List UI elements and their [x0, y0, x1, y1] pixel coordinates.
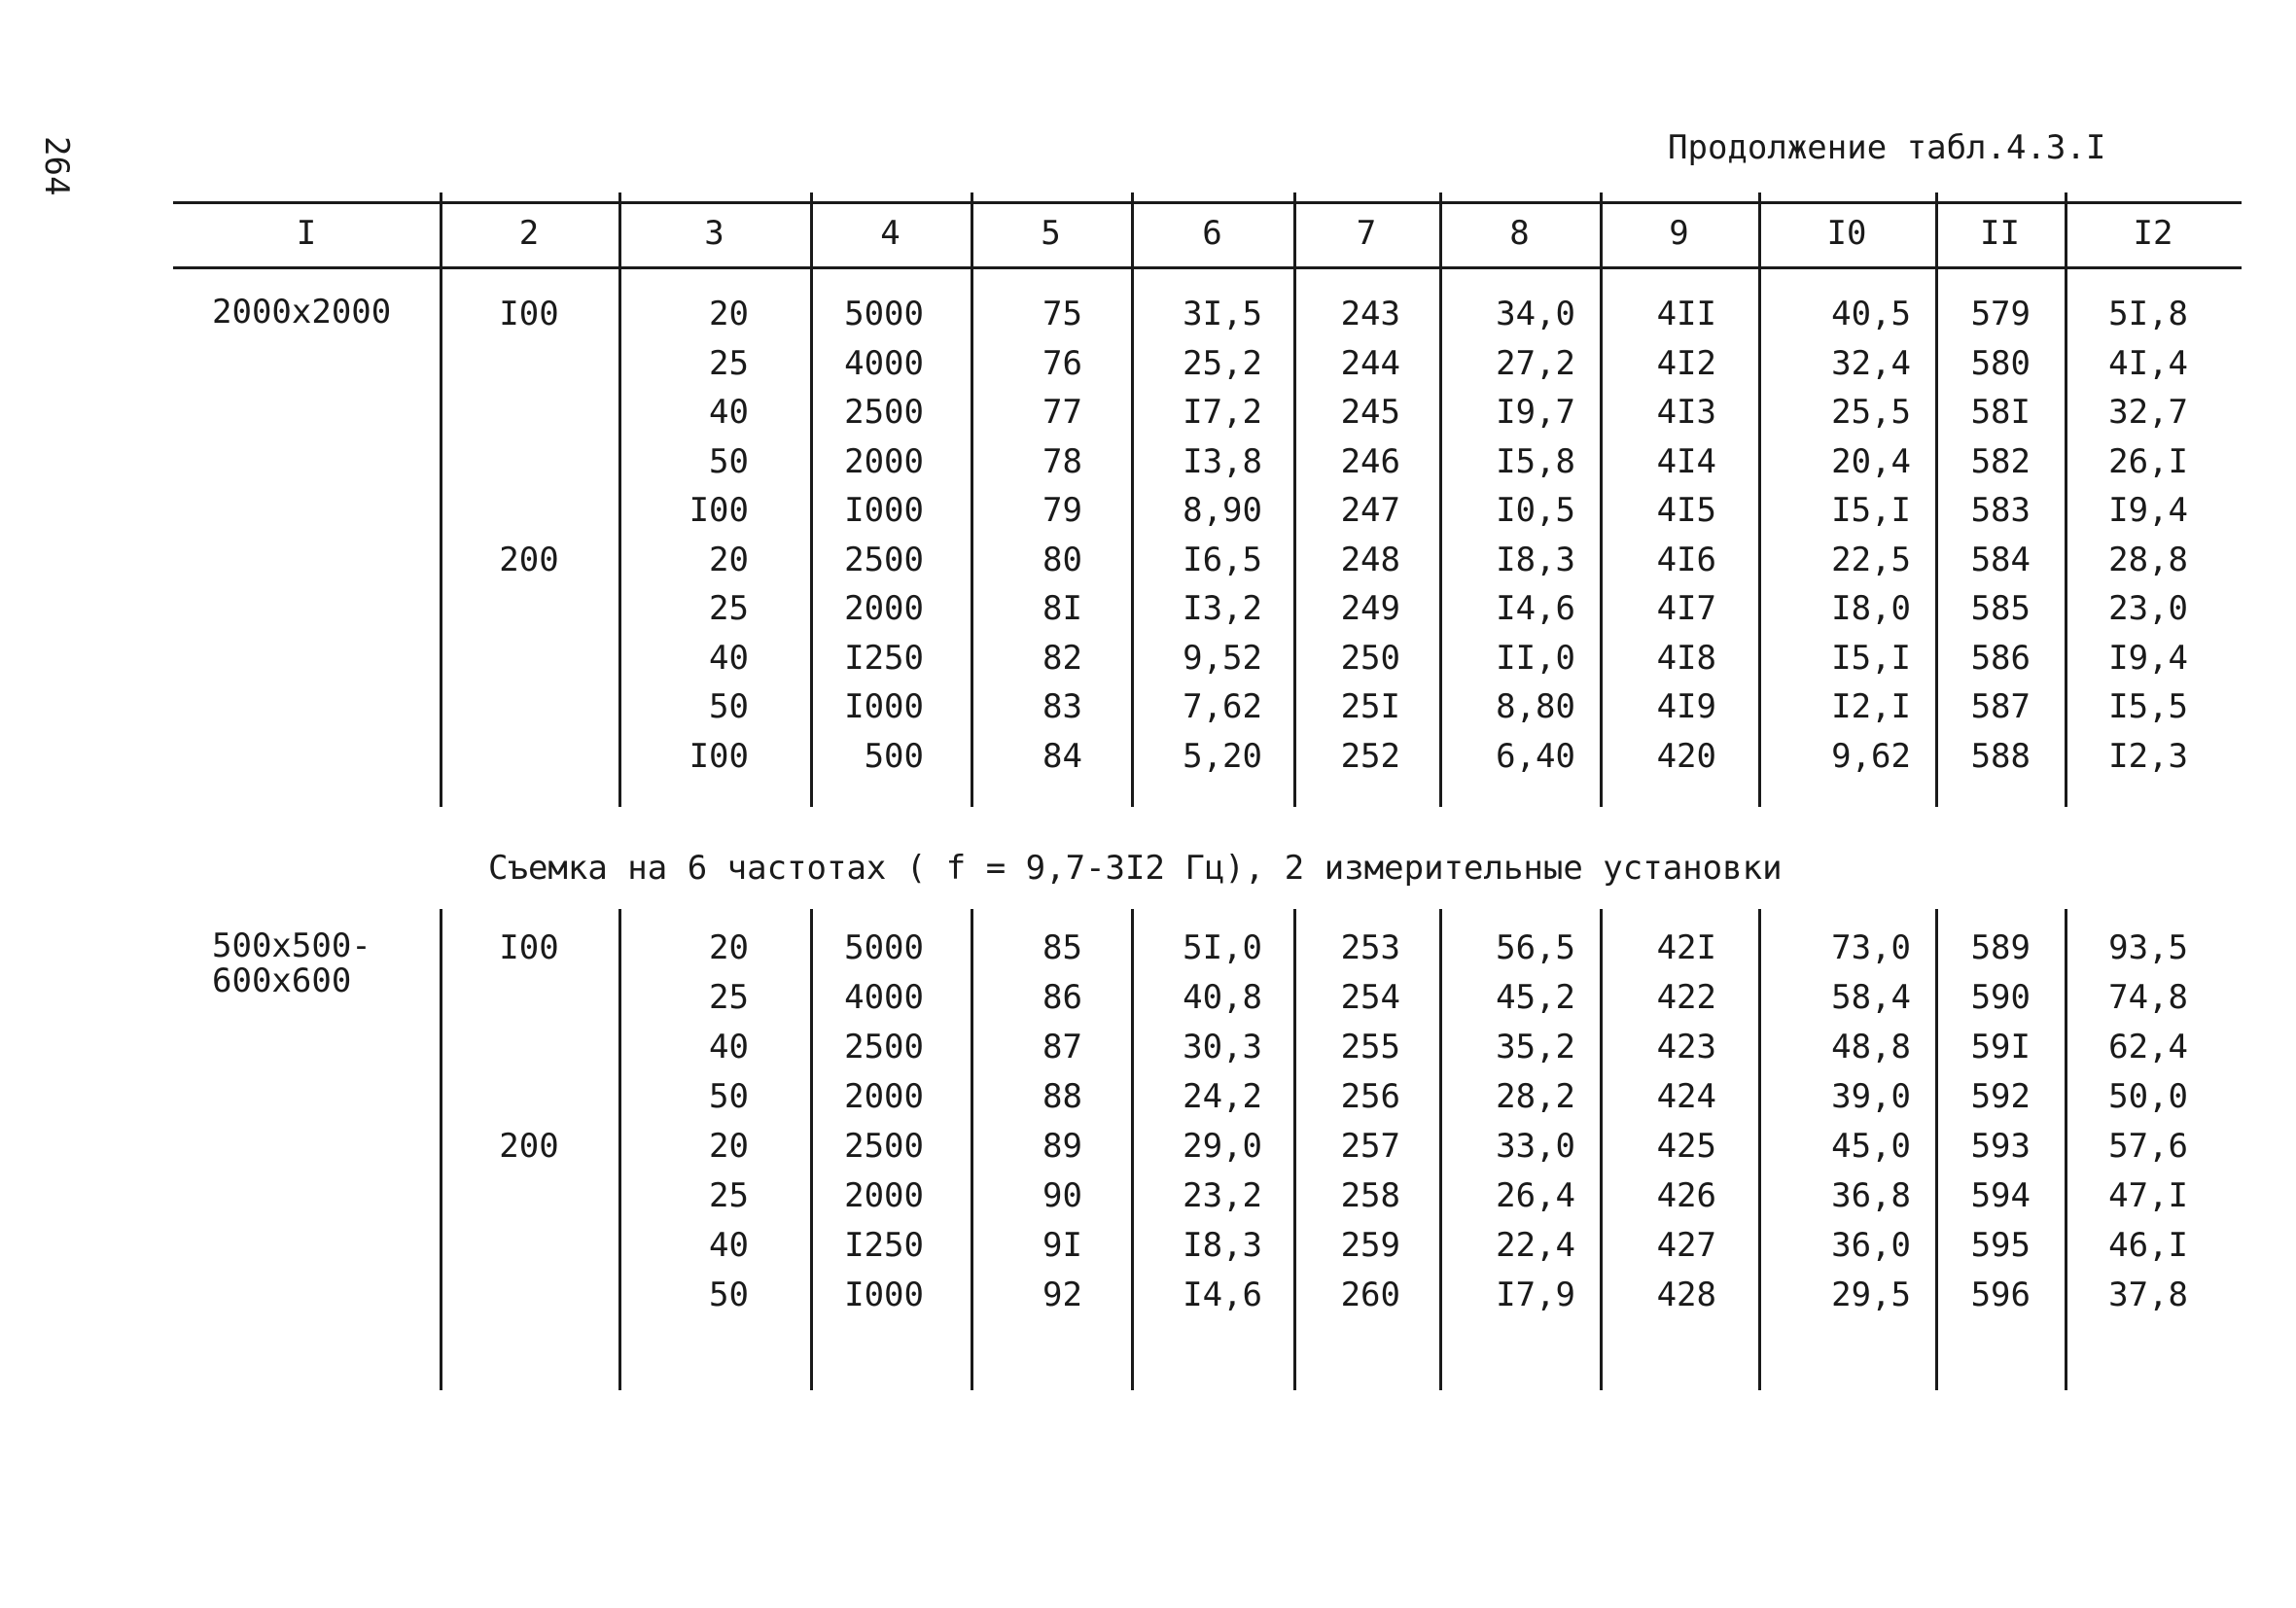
table-cell: 57,6	[2108, 1127, 2188, 1166]
table-cell: 2500	[844, 393, 924, 432]
table-cell: 2000	[844, 1077, 924, 1116]
table-cell: 247	[1340, 491, 1400, 530]
table-cell: 4I5	[1656, 491, 1716, 530]
table-cell: 5000	[844, 928, 924, 967]
table-cell: 22,5	[1831, 540, 1911, 579]
table-cell: 424	[1656, 1077, 1716, 1116]
table-cell: 35,2	[1496, 1028, 1575, 1066]
table-cell: 29,0	[1183, 1127, 1262, 1166]
table-cell: 32,7	[2108, 393, 2188, 432]
table-cell: 580	[1970, 343, 2031, 383]
table-cell: 78	[1042, 441, 1082, 481]
table-cell: I4,6	[1183, 1276, 1262, 1314]
section-title: Съемка на 6 частотах ( f = 9,7-3I2 Гц), 2 измерительные установки	[488, 849, 1783, 888]
table-cell: 86	[1042, 978, 1082, 1017]
table-cell: 47,I	[2108, 1176, 2188, 1215]
table-cell: 258	[1340, 1176, 1400, 1215]
table-cell: 79	[1042, 491, 1082, 530]
table-cell: 42I	[1656, 928, 1716, 967]
table-cell: 5I,0	[1183, 928, 1262, 967]
table-cell: I250	[844, 638, 924, 678]
table-cell: 4II	[1656, 295, 1716, 333]
table-cell: 50,0	[2108, 1077, 2188, 1116]
table-cell: 24,2	[1183, 1077, 1262, 1116]
table-cell: 36,8	[1831, 1176, 1911, 1215]
table-cell: 87	[1042, 1028, 1082, 1066]
table-cell: 594	[1970, 1176, 2031, 1215]
table-cell: 84	[1042, 736, 1082, 776]
table-cell: 8,90	[1183, 491, 1262, 530]
table-cell: I8,3	[1496, 540, 1575, 579]
column-header: 8	[1509, 214, 1530, 253]
table-cell: 8I	[1042, 589, 1082, 628]
column-header: 3	[704, 214, 724, 253]
table-cell: I2,I	[1831, 687, 1911, 726]
table-cell: 9,62	[1831, 736, 1911, 776]
table-cell: 40	[709, 1226, 749, 1265]
table-cell: 26,4	[1496, 1176, 1575, 1215]
table-cell: 250	[1340, 638, 1400, 678]
table-cell: 88	[1042, 1077, 1082, 1116]
table-cell: 50	[709, 1276, 749, 1314]
table-cell: 4I4	[1656, 441, 1716, 481]
table-cell: 4I9	[1656, 687, 1716, 726]
table-cell: 80	[1042, 540, 1082, 579]
table-cell: 75	[1042, 295, 1082, 333]
table-cell: 39,0	[1831, 1077, 1911, 1116]
table-cell: 77	[1042, 393, 1082, 432]
table-cell: 427	[1656, 1226, 1716, 1265]
column-header: II	[1980, 214, 2020, 253]
table-cell: 7,62	[1183, 687, 1262, 726]
table-cell: 22,4	[1496, 1226, 1575, 1265]
column-header: 5	[1041, 214, 1061, 253]
table-cell: 25	[709, 589, 749, 628]
table-cell: 27,2	[1496, 343, 1575, 383]
table-cell: I3,8	[1183, 441, 1262, 481]
table-cell: I5,I	[1831, 638, 1911, 678]
table-cell: 40,8	[1183, 978, 1262, 1017]
table-cell: 83	[1042, 687, 1082, 726]
table-cell: 9,52	[1183, 638, 1262, 678]
table-cell: 592	[1970, 1077, 2031, 1116]
table-cell: 62,4	[2108, 1028, 2188, 1066]
table-cell: 40	[709, 638, 749, 678]
table-cell: 36,0	[1831, 1226, 1911, 1265]
table-cell: 8,80	[1496, 687, 1575, 726]
table-cell: 587	[1970, 687, 2031, 726]
table-cell: 20,4	[1831, 441, 1911, 481]
table-cell: 2500	[844, 1127, 924, 1166]
table-cell: 254	[1340, 978, 1400, 1017]
table-cell: 74,8	[2108, 978, 2188, 1017]
table-cell: 85	[1042, 928, 1082, 967]
column-header: I2	[2133, 214, 2173, 253]
table-cell: 25	[709, 978, 749, 1017]
table-cell: 50	[709, 687, 749, 726]
table-cell: 420	[1656, 736, 1716, 776]
page-number: 264	[37, 136, 76, 196]
table-cell: 58I	[1970, 393, 2031, 432]
table-cell: 243	[1340, 295, 1400, 333]
table-cell: I9,7	[1496, 393, 1575, 432]
table-cell: 255	[1340, 1028, 1400, 1066]
table-cell: 23,0	[2108, 589, 2188, 628]
table-cell: I000	[844, 491, 924, 530]
table-cell: 595	[1970, 1226, 2031, 1265]
table-cell: 40	[709, 393, 749, 432]
table-cell: I2,3	[2108, 736, 2188, 776]
table-cell: 256	[1340, 1077, 1400, 1116]
table-cell: 4I6	[1656, 540, 1716, 579]
table-cell: 583	[1970, 491, 2031, 530]
table-cell: 50	[709, 441, 749, 481]
table-cell: 5I,8	[2108, 295, 2188, 333]
table-cell: 4I3	[1656, 393, 1716, 432]
table-cell: 33,0	[1496, 1127, 1575, 1166]
table-cell: 423	[1656, 1028, 1716, 1066]
table-cell: 245	[1340, 393, 1400, 432]
table-cell: I5,5	[2108, 687, 2188, 726]
table-cell: I000	[844, 687, 924, 726]
table-cell: 40	[709, 1028, 749, 1066]
table-cell: 25	[709, 343, 749, 383]
table-cell: 252	[1340, 736, 1400, 776]
column-header: I	[296, 214, 317, 253]
dimension-label: 2000x2000	[212, 293, 392, 332]
column-header: 6	[1202, 214, 1222, 253]
table-cell: 425	[1656, 1127, 1716, 1166]
table-cell: I250	[844, 1226, 924, 1265]
table-cell: 59I	[1970, 1028, 2031, 1066]
table-cell: 45,2	[1496, 978, 1575, 1017]
table-cell: 90	[1042, 1176, 1082, 1215]
column-header: 2	[518, 214, 540, 253]
table-cell: 582	[1970, 441, 2031, 481]
table-cell: 58,4	[1831, 978, 1911, 1017]
table-cell: I7,9	[1496, 1276, 1575, 1314]
table-cell: I4,6	[1496, 589, 1575, 628]
table-cell: 32,4	[1831, 343, 1911, 383]
table-cell: I00	[689, 491, 749, 530]
table-cell: 590	[1970, 978, 2031, 1017]
table-cell: 25I	[1340, 687, 1400, 726]
table-cell: 3I,5	[1183, 295, 1262, 333]
table-cell: 257	[1340, 1127, 1400, 1166]
table-cell: 4I8	[1656, 638, 1716, 678]
table-cell: 46,I	[2108, 1226, 2188, 1265]
table-cell: 92	[1042, 1276, 1082, 1314]
dimension-label: 500x500- 600x600	[212, 926, 371, 1000]
table-cell: 20	[709, 540, 749, 579]
table-cell: 34,0	[1496, 295, 1575, 333]
column-divider	[440, 192, 442, 807]
table-cell: 584	[1970, 540, 2031, 579]
column-header: I0	[1826, 214, 1867, 253]
table-cell: I00	[689, 736, 749, 776]
group-label: I00	[499, 295, 559, 333]
table-cell: 593	[1970, 1127, 2031, 1166]
table-cell: I9,4	[2108, 638, 2188, 678]
table-cell: 428	[1656, 1276, 1716, 1314]
table-cell: 6,40	[1496, 736, 1575, 776]
table-cell: 259	[1340, 1226, 1400, 1265]
table-cell: 93,5	[2108, 928, 2188, 967]
table-cell: 4000	[844, 978, 924, 1017]
table-cell: 246	[1340, 441, 1400, 481]
table-cell: 20	[709, 928, 749, 967]
table-cell: 25,2	[1183, 343, 1262, 383]
group-label: 200	[499, 540, 559, 579]
table-cell: 40,5	[1831, 295, 1911, 333]
table-cell: 244	[1340, 343, 1400, 383]
table-cell: 426	[1656, 1176, 1716, 1215]
table-cell: 45,0	[1831, 1127, 1911, 1166]
table-cell: 50	[709, 1077, 749, 1116]
table-cell: I9,4	[2108, 491, 2188, 530]
table-cell: 2000	[844, 1176, 924, 1215]
table-cell: 29,5	[1831, 1276, 1911, 1314]
table-cell: 586	[1970, 638, 2031, 678]
table-cell: 25	[709, 1176, 749, 1215]
table-cell: 89	[1042, 1127, 1082, 1166]
table-cell: 2500	[844, 1028, 924, 1066]
table-cell: 588	[1970, 736, 2031, 776]
table-cell: 585	[1970, 589, 2031, 628]
table-cell: I8,3	[1183, 1226, 1262, 1265]
table-cell: I000	[844, 1276, 924, 1314]
table-cell: I7,2	[1183, 393, 1262, 432]
table-cell: 28,2	[1496, 1077, 1575, 1116]
table-cell: 2000	[844, 441, 924, 481]
table-cell: 596	[1970, 1276, 2031, 1314]
table-cell: 25,5	[1831, 393, 1911, 432]
table-cell: I5,I	[1831, 491, 1911, 530]
table-cell: 4000	[844, 343, 924, 383]
table-cell: 23,2	[1183, 1176, 1262, 1215]
table-cell: 56,5	[1496, 928, 1575, 967]
group-label: 200	[499, 1127, 559, 1166]
column-header: 7	[1356, 214, 1377, 253]
table-cell: 20	[709, 295, 749, 333]
table-top-rule	[173, 201, 2242, 204]
table-cell: 500	[864, 736, 924, 776]
table-cell: 2500	[844, 540, 924, 579]
table-cell: 73,0	[1831, 928, 1911, 967]
group-label: I00	[499, 928, 559, 967]
table-cell: 260	[1340, 1276, 1400, 1314]
table-cell: 249	[1340, 589, 1400, 628]
table-cell: 5,20	[1183, 736, 1262, 776]
table-cell: 20	[709, 1127, 749, 1166]
table-cell: I3,2	[1183, 589, 1262, 628]
table-cell: 4I,4	[2108, 343, 2188, 383]
table-cell: 4I2	[1656, 343, 1716, 383]
table-cell: 253	[1340, 928, 1400, 967]
table-cell: 82	[1042, 638, 1082, 678]
table-cell: I6,5	[1183, 540, 1262, 579]
column-header: 4	[880, 214, 901, 253]
table-cell: 4I7	[1656, 589, 1716, 628]
table-cell: 2000	[844, 589, 924, 628]
table-cell: I5,8	[1496, 441, 1575, 481]
table-header-rule	[173, 266, 2242, 269]
table-cell: I0,5	[1496, 491, 1575, 530]
column-header: 9	[1669, 214, 1689, 253]
table-cell: 422	[1656, 978, 1716, 1017]
table-cell: 76	[1042, 343, 1082, 383]
table-cell: 5000	[844, 295, 924, 333]
table-cell: 248	[1340, 540, 1400, 579]
table-caption: Продолжение табл.4.3.I	[1668, 128, 2106, 167]
table-cell: 30,3	[1183, 1028, 1262, 1066]
table-cell: II,0	[1496, 638, 1575, 678]
table-cell: 37,8	[2108, 1276, 2188, 1314]
table-cell: I8,0	[1831, 589, 1911, 628]
table-cell: 28,8	[2108, 540, 2188, 579]
table-cell: 9I	[1042, 1226, 1082, 1265]
table-cell: 26,I	[2108, 441, 2188, 481]
table-cell: 589	[1970, 928, 2031, 967]
table-cell: 579	[1970, 295, 2031, 333]
table-cell: 48,8	[1831, 1028, 1911, 1066]
